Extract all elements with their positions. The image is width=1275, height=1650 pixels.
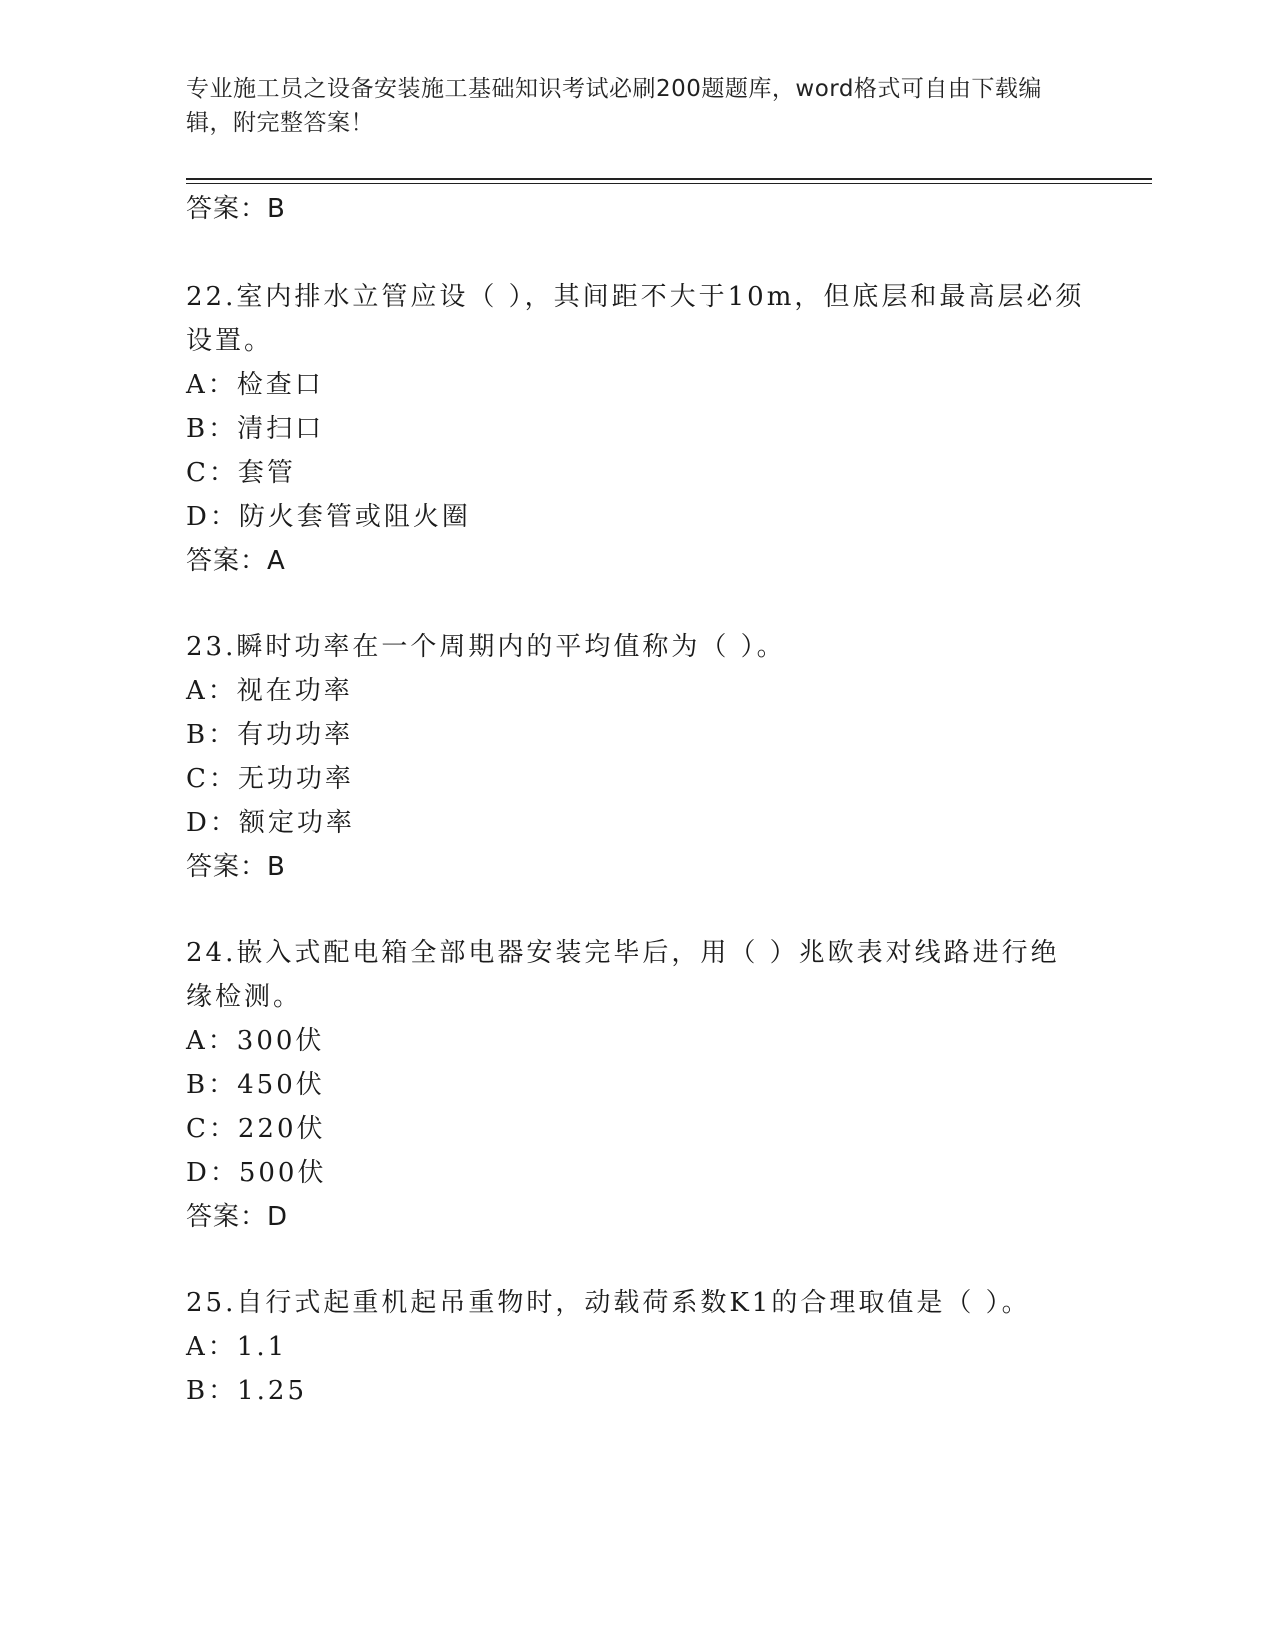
question-22-option-a: A：检查口: [186, 370, 324, 400]
question-23-answer: 答案：B: [186, 852, 286, 882]
question-24-stem-line2: 缘检测。: [186, 982, 303, 1012]
question-25-option-b: B：1.25: [186, 1376, 307, 1406]
previous-answer: 答案：B: [186, 194, 286, 224]
question-24-answer: 答案：D: [186, 1202, 289, 1232]
question-24-option-d: D：500伏: [186, 1158, 327, 1188]
question-24-option-c: C：220伏: [186, 1114, 326, 1144]
question-24-option-a: A：300伏: [186, 1026, 325, 1056]
question-22-option-d: D：防火套管或阻火圈: [186, 502, 471, 532]
question-23-stem-line1: 23.瞬时功率在一个周期内的平均值称为（ ）。: [186, 632, 786, 662]
header-divider-thick: [186, 178, 1152, 180]
question-25-stem-line1: 25.自行式起重机起吊重物时，动载荷系数K1的合理取值是（ ）。: [186, 1288, 1031, 1318]
question-22-answer: 答案：A: [186, 546, 286, 576]
question-23-option-b: B：有功功率: [186, 720, 354, 750]
question-24-option-b: B：450伏: [186, 1070, 325, 1100]
question-22-stem-line1: 22.室内排水立管应设（ ），其间距不大于10m，但底层和最高层必须: [186, 282, 1085, 312]
question-22-option-c: C：套管: [186, 458, 296, 488]
question-22-stem-line2: 设置。: [186, 326, 274, 356]
document-header: 专业施工员之设备安装施工基础知识考试必刷200题题库，word格式可自由下载编辑，附完整答案！: [186, 76, 1042, 136]
question-23-option-c: C：无功功率: [186, 764, 354, 794]
question-24-stem-line1: 24.嵌入式配电箱全部电器安装完毕后，用（ ）兆欧表对线路进行绝: [186, 938, 1060, 968]
question-23-option-a: A：视在功率: [186, 676, 353, 706]
question-25-option-a: A：1.1: [186, 1332, 288, 1362]
question-23-option-d: D：额定功率: [186, 808, 355, 838]
question-22-option-b: B：清扫口: [186, 414, 325, 444]
header-divider-thin: [186, 183, 1152, 184]
